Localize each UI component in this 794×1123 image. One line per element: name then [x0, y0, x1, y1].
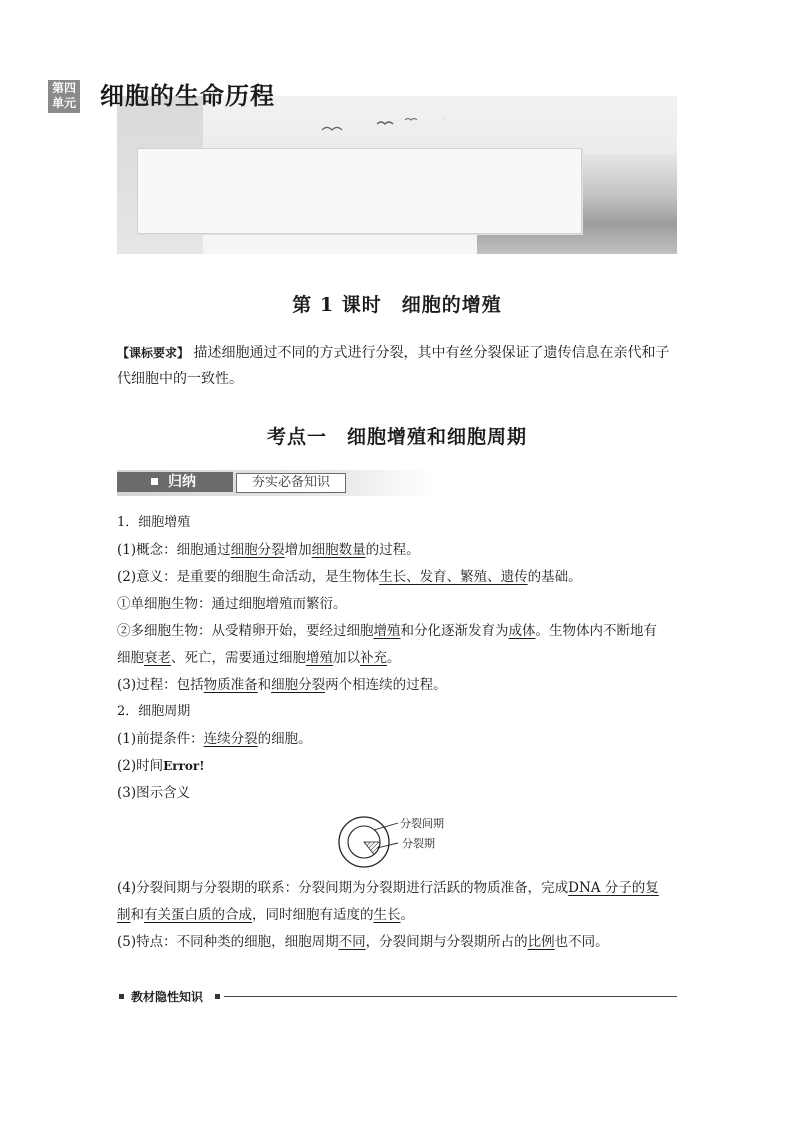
underlined-text: 增殖: [306, 650, 333, 666]
underlined-text: 生长、发育、繁殖、遗传: [379, 569, 528, 585]
underlined-text: 生长: [373, 907, 401, 923]
paragraph-multi-cell-1: [117, 618, 679, 644]
label-interphase: 分裂间期: [400, 817, 444, 830]
paragraph-relation-1: [117, 875, 679, 901]
underlined-text: 补充: [360, 650, 387, 666]
error-text: Error!: [163, 759, 205, 773]
text: (4)分裂间期与分裂期的联系：分裂间期为分裂期进行活跃的物质准备，完成: [117, 880, 569, 896]
text: (1)前提条件：: [117, 731, 204, 747]
paragraph-single-cell: ①单细胞生物：通过细胞增殖而繁衍。: [117, 596, 347, 612]
unit-badge-line2: 单元: [51, 96, 76, 110]
text: (3)过程：包括: [117, 677, 204, 693]
underlined-text: 增殖: [373, 623, 401, 639]
underlined-text: 物质准备: [203, 677, 258, 693]
underlined-text: 制: [117, 907, 131, 923]
underlined-text: 细胞分裂: [230, 542, 285, 558]
text: 和: [257, 677, 272, 693]
text: (5)特点：不同种类的细胞，细胞周期: [117, 934, 339, 950]
standard-line1: 描述细胞通过不同的方式进行分裂，其中有丝分裂保证了遗传信息在亲代和子: [193, 345, 670, 361]
divider: [224, 996, 677, 997]
paragraph-time: [117, 753, 679, 779]
text: ，分裂间期与分裂期所占的: [365, 934, 528, 950]
hidden-knowledge-bar: [117, 988, 677, 1006]
square-icon: [215, 994, 220, 999]
unit-badge-line1: 第四: [51, 81, 76, 95]
standard-tag: 【课标要求】: [117, 346, 190, 360]
text: 的过程。: [365, 542, 420, 558]
section-dark-text: 归纳: [168, 474, 196, 490]
text: 和: [130, 907, 144, 923]
paragraph-concept: [117, 537, 679, 563]
square-icon: [119, 994, 124, 999]
text: 也不同。: [554, 934, 609, 950]
text: 两个相连续的过程。: [325, 677, 447, 693]
square-icon: [151, 478, 158, 485]
section-label-knowledge: 夯实必备知识: [236, 473, 346, 493]
text: (2)时间: [117, 758, 164, 774]
underlined-text: 成体: [508, 623, 536, 639]
underlined-text: 连续分裂: [203, 731, 258, 747]
text: 的基础。: [527, 569, 582, 585]
underlined-text: 不同: [338, 934, 366, 950]
text: (1)概念：细胞通过: [117, 542, 231, 558]
curriculum-standard: [117, 340, 677, 392]
text: 细胞: [117, 650, 144, 666]
text: (2)意义：是重要的细胞生命活动，是生物体: [117, 569, 380, 585]
text: 增加: [284, 542, 312, 558]
lesson-title: 第 1 课时 细胞的增殖: [292, 294, 502, 316]
paragraph-premise: [117, 726, 679, 752]
label-mitosis: 分裂期: [402, 837, 435, 850]
underlined-text: 细胞分裂: [271, 677, 326, 693]
text: 。生物体内不断地有: [535, 623, 657, 639]
paragraph-process: [117, 672, 679, 698]
paragraph-diagram-meaning: (3)图示含义: [117, 785, 191, 801]
underlined-text: 细胞数量: [311, 542, 366, 558]
underlined-text: 有关蛋白质的合成: [144, 907, 252, 923]
underlined-text: 比例: [527, 934, 555, 950]
underlined-text: DNA 分子的复: [568, 880, 659, 896]
birds-icon: [317, 118, 457, 148]
text: 。: [400, 907, 414, 923]
paragraph-multi-cell-2: [117, 645, 679, 671]
unit-title: 细胞的生命历程: [100, 82, 275, 110]
banner-title-card: [137, 148, 582, 234]
text: ，同时细胞有适度的: [252, 907, 374, 923]
section-label-summary: [117, 472, 233, 492]
heading-cell-proliferation: 1．细胞增殖: [117, 515, 191, 530]
unit-banner: [117, 96, 677, 254]
text: 、死亡，需要通过细胞: [171, 650, 306, 666]
text: 的细胞。: [257, 731, 312, 747]
text: ②多细胞生物：从受精卵开始，要经过细胞: [117, 623, 374, 639]
paragraph-relation-2: [117, 902, 679, 928]
text: 。: [387, 650, 401, 666]
cell-cycle-diagram: [330, 810, 470, 874]
unit-badge: [48, 80, 80, 113]
hidden-knowledge-label: 教材隐性知识: [131, 990, 204, 1004]
text: 加以: [333, 650, 360, 666]
paragraph-feature: [117, 929, 679, 955]
heading-cell-cycle: 2．细胞周期: [117, 704, 191, 719]
standard-line2: 代细胞中的一致性。: [117, 371, 243, 387]
underlined-text: 衰老: [144, 650, 171, 666]
point-title: 考点一 细胞增殖和细胞周期: [266, 426, 527, 448]
paragraph-meaning: [117, 564, 679, 590]
text: 和分化逐渐发育为: [400, 623, 509, 639]
